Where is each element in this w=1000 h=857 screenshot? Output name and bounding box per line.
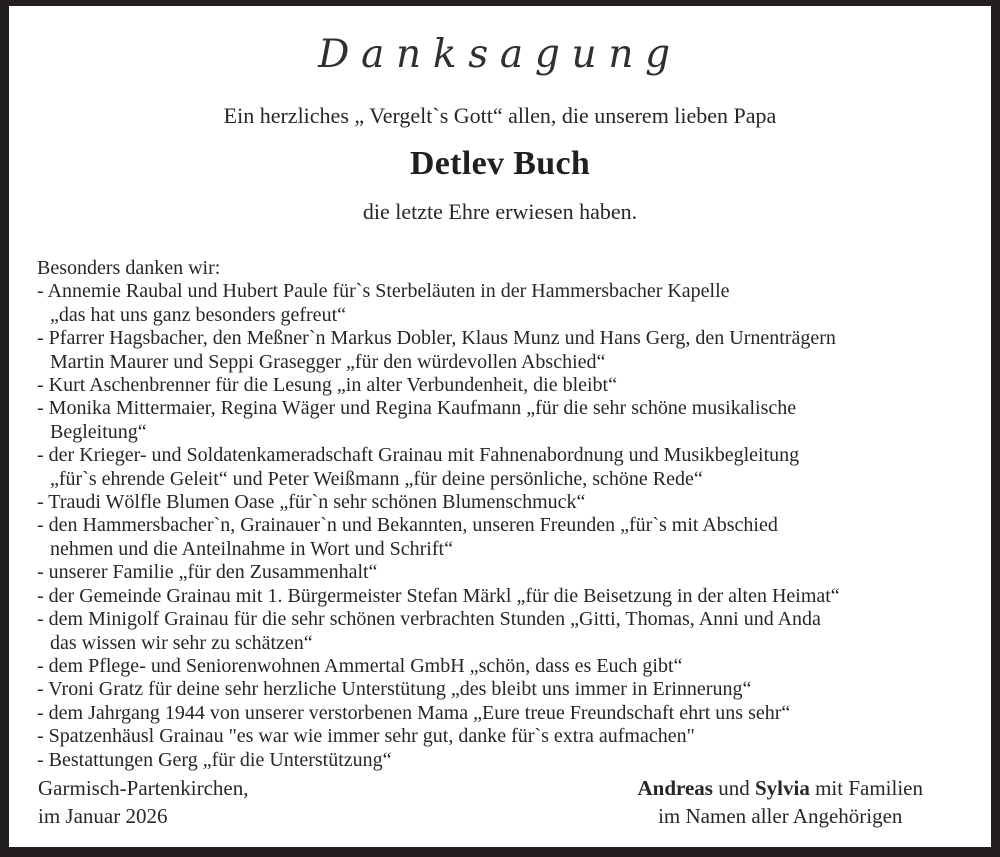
thanks-line: „für`s ehrende Geleit“ und Peter Weißmann „für deine persönliche, schöne Rede“ (50, 467, 703, 490)
signature-text: und (712, 776, 755, 800)
thanks-line: Begleitung“ (50, 420, 147, 443)
thanks-line: „das hat uns ganz besonders gefreut“ (50, 303, 346, 326)
notice-title: Danksagung (318, 32, 682, 77)
thanks-line: - Monika Mittermaier, Regina Wäger und Regina Kaufmann „für die sehr schöne musikalische (37, 397, 797, 420)
thanks-line: - der Gemeinde Grainau mit 1. Bürgermeister Stefan Märkl „für die Beisetzung in der alten Heimat“ (37, 584, 840, 607)
footer-place: Garmisch-Partenkirchen, (38, 776, 249, 800)
deceased-name: Detlev Buch (409, 145, 591, 182)
closing-line: die letzte Ehre erwiesen haben. (362, 199, 638, 224)
thanks-line: - unserer Familie „für den Zusammenhalt“ (37, 561, 378, 584)
thanks-line: - der Krieger- und Soldatenkameradschaft Grainau mit Fahnenabordnung und Musikbegleitung (37, 444, 800, 467)
footer-signature (638, 774, 924, 830)
signature-line2: im Namen aller Angehörigen (658, 804, 903, 828)
thanks-line: - den Hammersbacher`n, Grainauer`n und Bekannten, unseren Freunden „für`s mit Abschied (37, 514, 778, 537)
signature-name: Andreas (637, 776, 713, 800)
thanks-line: - Traudi Wölfle Blumen Oase „für`n sehr schönen Blumenschmuck“ (37, 491, 586, 514)
thanks-line: - dem Minigolf Grainau für die sehr schönen verbrachten Stunden „Gitti, Thomas, Anni und Anda (37, 608, 821, 631)
signature-text: mit Familien (809, 776, 923, 800)
thanks-line: - Vroni Gratz für deine sehr herzliche Unterstütung „des bleibt uns immer in Erinnerung“ (37, 678, 752, 701)
thanks-header: Besonders danken wir: (37, 257, 221, 279)
thanks-line: Martin Maurer und Seppi Grasegger „für den würdevollen Abschied“ (50, 350, 606, 373)
thanks-block (29, 257, 971, 772)
thanks-line: - Annemie Raubal und Hubert Paule für`s Sterbeläuten in der Hammersbacher Kapelle (37, 280, 730, 303)
intro-line: Ein herzliches „ Vergelt`s Gott“ allen, die unserem lieben Papa (223, 103, 777, 128)
thanks-line: - Spatzenhäusl Grainau "es war wie immer sehr gut, danke für`s extra aufmachen" (37, 725, 695, 748)
thanks-line: das wissen wir sehr zu schätzen“ (50, 631, 313, 654)
thanks-line: - dem Jahrgang 1944 von unserer verstorbenen Mama „Eure treue Freundschaft ehrt uns sehr“ (37, 701, 791, 724)
signature-name: Sylvia (754, 776, 810, 800)
footer (38, 774, 971, 830)
thanks-line: - Kurt Aschenbrenner für die Lesung „in alter Verbundenheit, die bleibt“ (37, 374, 617, 397)
thanks-line: - Bestattungen Gerg „für die Unterstützung“ (37, 748, 392, 771)
thanks-line: - dem Pflege- und Seniorenwohnen Ammertal GmbH „schön, dass es Euch gibt“ (37, 654, 683, 677)
thanks-line: - Pfarrer Hagsbacher, den Meßner`n Markus Dobler, Klaus Munz und Hans Gerg, den Urnenträgern (37, 327, 836, 350)
footer-place-date (38, 774, 249, 830)
footer-date: im Januar 2026 (38, 804, 168, 828)
signature-names (638, 774, 924, 802)
thanks-line: nehmen und die Anteilnahme in Wort und Schrift“ (50, 537, 453, 560)
thanks-list (37, 280, 971, 772)
